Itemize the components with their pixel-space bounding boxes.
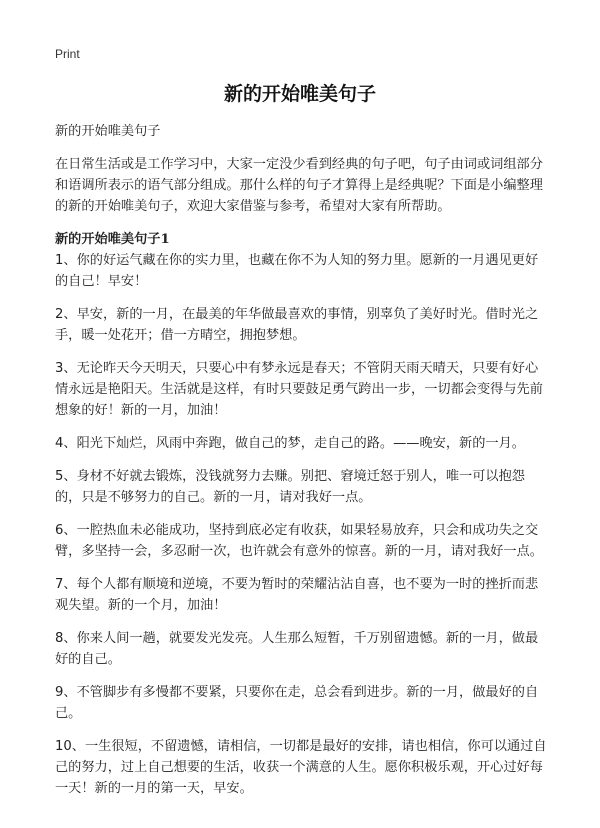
list-item: 3、无论昨天今天明天，只要心中有梦永远是春天；不管阴天雨天晴天，只要有好心情永远是艳阳天。生活就是这样，有时只要鼓足勇气跨出一步，一切都会变得与先前想象的好！新的一月，加油！ (55, 361, 543, 418)
list-item: 1、你的好运气藏在你的实力里，也藏在你不为人知的努力里。愿新的一月遇见更好的自己！早安！ (55, 253, 539, 289)
document-subtitle: 新的开始唯美句子 (55, 124, 161, 139)
list-item: 6、一腔热血未必能成功，坚持到底必定有收获，如果轻易放弃，只会和成功失之交臂，多坚持一会，多忍耐一次，也许就会有意外的惊喜。新的一月，请对我好一点。 (55, 523, 543, 559)
list-item: 4、阳光下灿烂，风雨中奔跑，做自己的梦，走自己的路。——晚安，新的一月。 (55, 436, 525, 451)
document-body (55, 121, 550, 811)
list-item: 7、每个人都有顺境和逆境，不要为暂时的荣耀沾沾自喜，也不要为一时的挫折而悲观失望。新的一个月，加油！ (55, 577, 539, 613)
intro-paragraph: 在日常生活或是工作学习中，大家一定没少看到经典的句子吧，句子由词或词组部分和语调所表示的语气部分组成。那什么样的句子才算得上是经典呢？下面是小编整理的新的开始唯美句子，欢迎大家借鉴与参考，希望对大家有所帮助。 (55, 157, 543, 214)
list-item: 10、一生很短，不留遗憾，请相信，一切都是最好的安排，请也相信，你可以通过自己的努力，过上自己想要的生活，收获一个满意的人生。愿你积极乐观，开心过好每一天！新的一月的第一天，早安。 (55, 739, 547, 796)
section-heading: 新的开始唯美句子1 (55, 232, 170, 247)
print-link[interactable]: Print (55, 47, 80, 61)
list-item: 2、早安，新的一月，在最美的年华做最喜欢的事情，别辜负了美好时光。借时光之手，暖一处花开；借一方晴空，拥抱梦想。 (55, 307, 539, 343)
list-item: 5、身材不好就去锻炼，没钱就努力去赚。别把、窘境迁怒于别人，唯一可以抱怨的，只是不够努力的自己。新的一月，请对我好一点。 (55, 469, 525, 505)
list-item: 9、不管脚步有多慢都不要紧，只要你在走，总会看到进步。新的一月，做最好的自己。 (55, 685, 539, 721)
list-item: 8、你来人间一趟，就要发光发亮。人生那么短暂，千万别留遗憾。新的一月，做最好的自己。 (55, 631, 539, 667)
page-title: 新的开始唯美句子 (223, 83, 376, 105)
